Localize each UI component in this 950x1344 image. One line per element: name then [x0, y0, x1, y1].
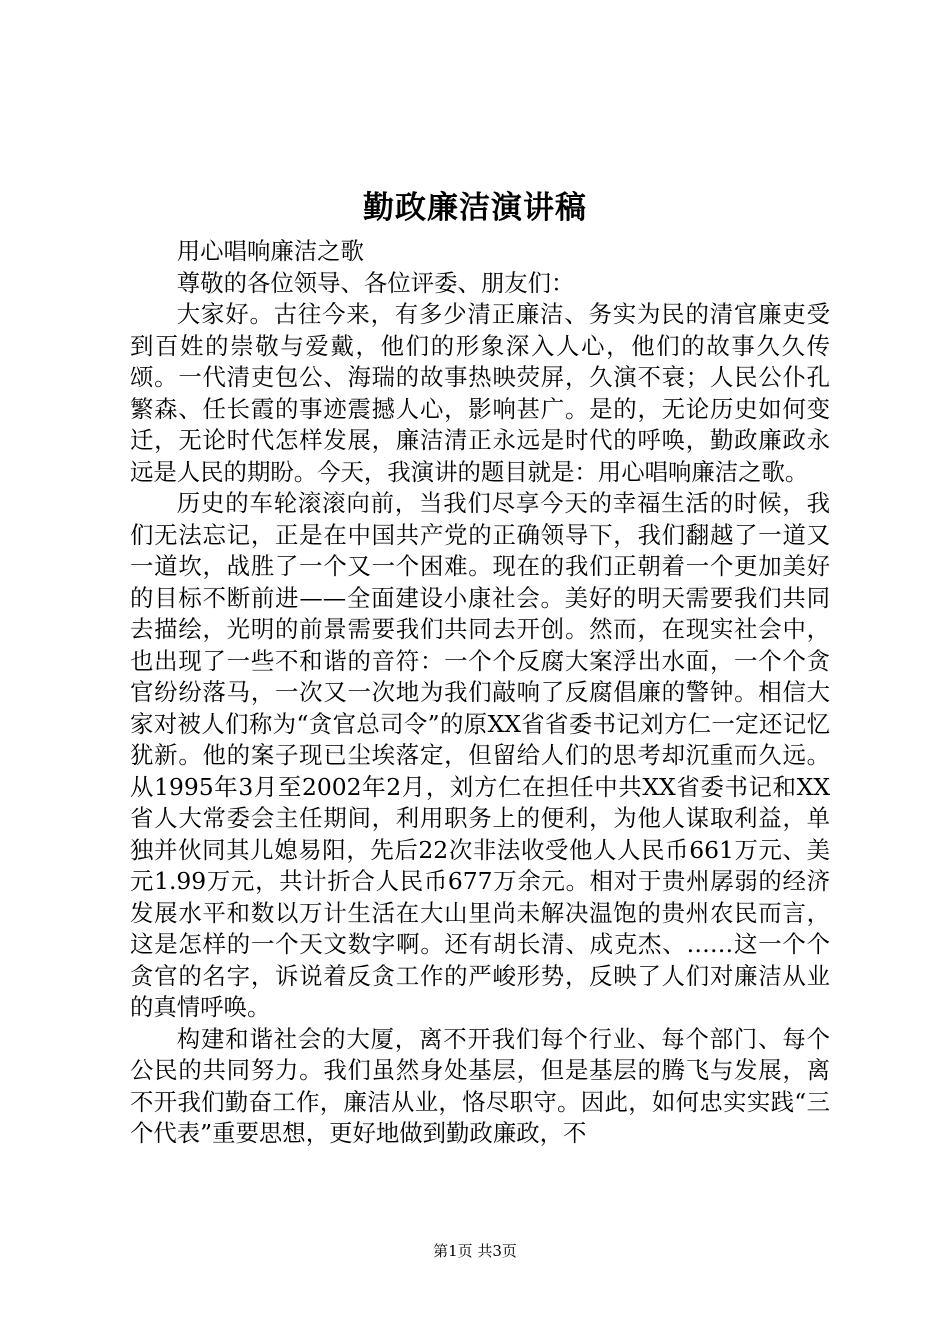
body-paragraph-1: 大家好。古往今来，有多少清正廉洁、务实为民的清官廉吏受到百姓的崇敬与爱戴，他们的形象深入人心，他们的故事久久传颂。一代清吏包公、海瑞的故事热映荧屏，久演不衰；人民公仆孔繁森、任长霞的事迹震撼人心，影响甚广。是的，无论历史如何变迁，无论时代怎样发展，廉洁清正永远是时代的呼唤，勤政廉政永远是人民的期盼。今天，我演讲的题目就是：用心唱响廉洁之歌。 [130, 300, 830, 486]
document-body [130, 236, 830, 1150]
document-title: 勤政廉洁演讲稿 [363, 190, 587, 226]
body-paragraph-2: 历史的车轮滚滚向前，当我们尽享今天的幸福生活的时候，我们无法忘记，正是在中国共产党的正确领导下，我们翻越了一道又一道坎，战胜了一个又一个困难。现在的我们正朝着一个更加美好的目标不断前进——全面建设小康社会。美好的明天需要我们共同去描绘，光明的前景需要我们共同去开创。然而，在现实社会中，也出现了一些不和谐的音符：一个个反腐大案浮出水面，一个个贪官纷纷落马，一次又一次地为我们敲响了反腐倡廉的警钟。相信大家对被人们称为“贪官总司令”的原XX省省委书记刘方仁一定还记忆犹新。他的案子现已尘埃落定，但留给人们的思考却沉重而久远。从1995年3月至2002年2月，刘方仁在担任中共XX省委书记和XX省人大常委会主任期间，利用职务上的便利，为他人谋取利益，单独并伙同其儿媳易阳，先后22次非法收受他人人民币661万元、美元1.99万元，共计折合人民币677万余元。相对于贵州孱弱的经济发展水平和数以万计生活在大山里尚未解决温饱的贵州农民而言，这是怎样的一个天文数字啊。还有胡长清、成克杰、……这一个个贪官的名字，诉说着反贪工作的严峻形势，反映了人们对廉洁从业的真情呼唤。 [130, 489, 830, 1021]
salutation: 尊敬的各位领导、各位评委、朋友们： [176, 268, 575, 297]
speech-subtitle: 用心唱响廉洁之歌 [176, 237, 364, 265]
body-paragraph-3: 构建和谐社会的大厦，离不开我们每个行业、每个部门、每个公民的共同努力。我们虽然身处基层，但是基层的腾飞与发展，离不开我们勤奋工作，廉洁从业，恪尽职守。因此，如何忠实实践“三个代表”重要思想，更好地做到勤政廉政，不 [130, 1024, 830, 1147]
page-footer: 第1页 共3页 [433, 1242, 517, 1260]
